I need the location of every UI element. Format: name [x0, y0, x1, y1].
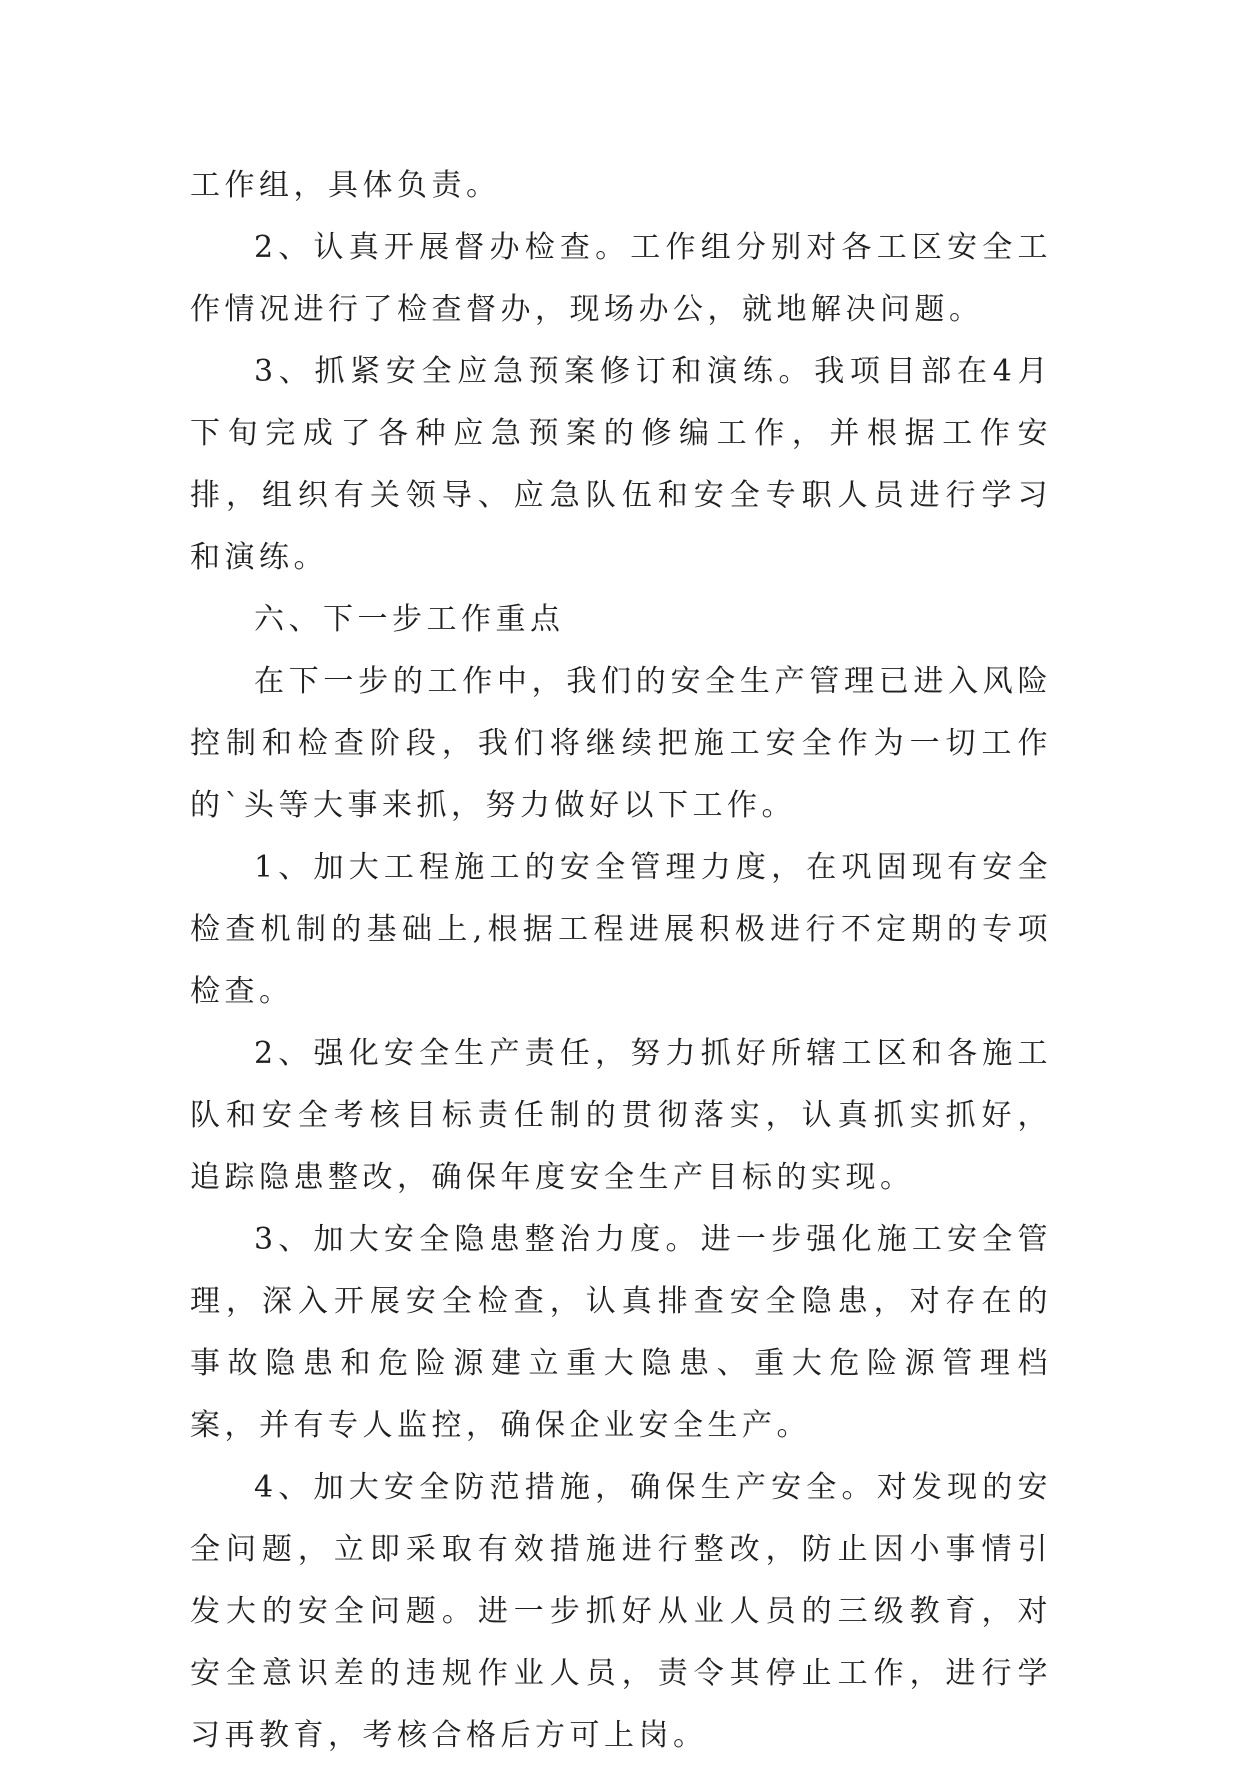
paragraph-continuation: 工作组，具体负责。 [190, 168, 501, 203]
paragraph-item-3-emergency-plan: 3、抓紧安全应急预案修订和演练。我项目部在4月下旬完成了各种应急预案的修编工作，并根据工作安排，组织有关领导、应急队伍和安全专职人员进行学习和演练。 [190, 354, 1052, 575]
paragraph-next-steps-intro: 在下一步的工作中，我们的安全生产管理已进入风险控制和检查阶段，我们将继续把施工安全作为一切工作的`头等大事来抓，努力做好以下工作。 [190, 664, 1052, 823]
paragraph-step-4: 4、加大安全防范措施，确保生产安全。对发现的安全问题，立即采取有效措施进行整改，防止因小事情引发大的安全问题。进一步抓好从业人员的三级教育，对安全意识差的违规作业人员，责令其停止工作，进行学习再教育，考核合格后方可上岗。 [190, 1470, 1052, 1753]
paragraph-step-1: 1、加大工程施工的安全管理力度，在巩固现有安全检查机制的基础上,根据工程进展积极进行不定期的专项检查。 [190, 850, 1052, 1009]
document-body [190, 155, 1052, 1767]
section-heading-next-steps: 六、下一步工作重点 [254, 602, 565, 637]
paragraph-step-2: 2、强化安全生产责任，努力抓好所辖工区和各施工队和安全考核目标责任制的贯彻落实，认真抓实抓好，追踪隐患整改，确保年度安全生产目标的实现。 [190, 1036, 1052, 1195]
paragraph-item-2-inspection: 2、认真开展督办检查。工作组分别对各工区安全工作情况进行了检查督办，现场办公，就地解决问题。 [190, 230, 1052, 327]
paragraph-step-3: 3、加大安全隐患整治力度。进一步强化施工安全管理，深入开展安全检查，认真排查安全隐患，对存在的事故隐患和危险源建立重大隐患、重大危险源管理档案，并有专人监控，确保企业安全生产。 [190, 1222, 1052, 1443]
